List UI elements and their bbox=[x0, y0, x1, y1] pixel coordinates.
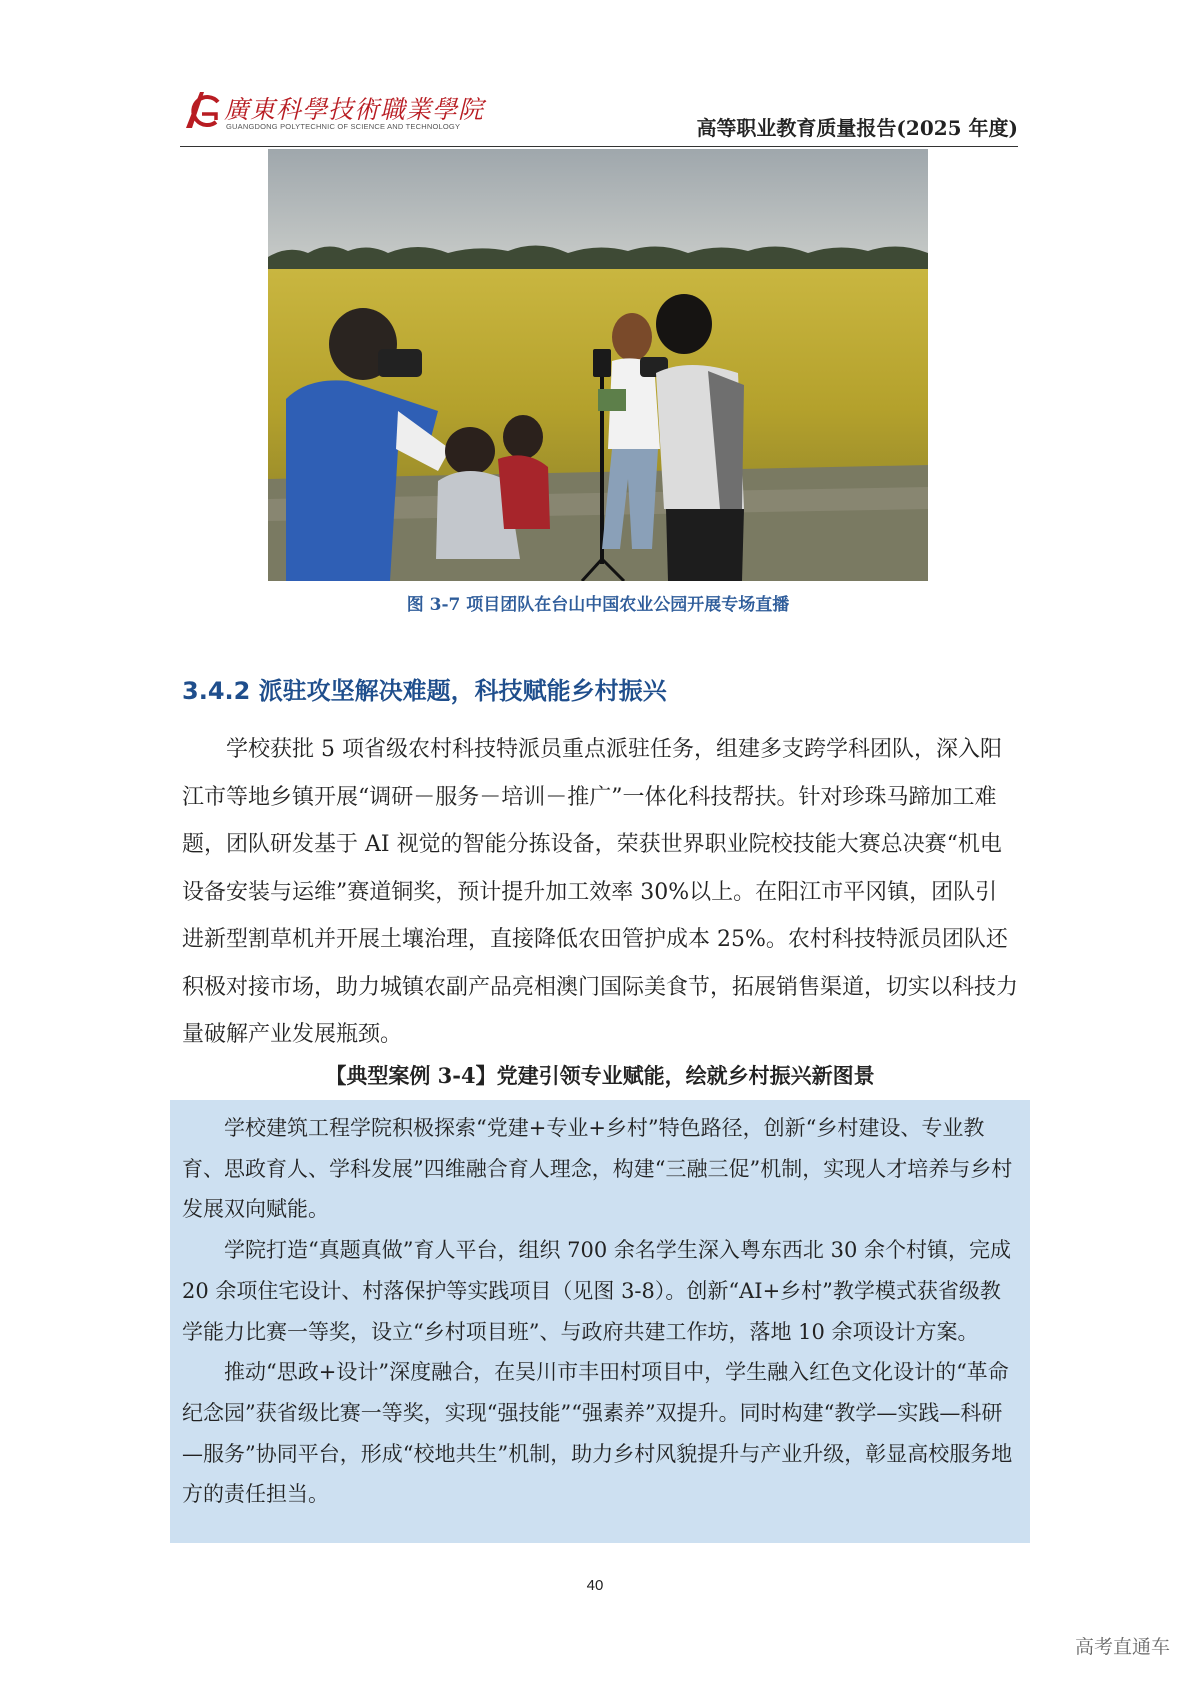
case-study-text bbox=[182, 1108, 1018, 1515]
photo-illustration bbox=[268, 149, 928, 581]
watermark-text: 高考直通车 bbox=[1074, 1636, 1170, 1658]
case-paragraph: 推动“思政+设计”深度融合，在吴川市丰田村项目中，学生融入红色文化设计的“革命纪念园”获省级比赛一等奖，实现“强技能”“强素养”双提升。同时构建“教学—实践—科研—服务”协同平台，形成“校地共生”机制，助力乡村风貌提升与产业升级，彰显高校服务地方的责任担当。 bbox=[182, 1360, 1013, 1507]
school-emblem-icon bbox=[180, 88, 222, 134]
report-title: 高等职业教育质量报告(2025 年度) bbox=[696, 116, 1018, 140]
field-livestream-photo bbox=[268, 149, 928, 581]
section-paragraph: 学校获批 5 项省级农村科技特派员重点派驻任务，组建多支跨学科团队，深入阳江市等地乡镇开展“调研－服务－培训－推广”一体化科技帮扶。针对珍珠马蹄加工难题，团队研发基于 AI 视觉的智能分拣设备，荣获世界职业院校技能大赛总决赛“机电设备安装与运维”赛道铜奖，预计提升加工效率 30%以上。在阳江市平冈镇，团队引进新型割草机并开展土壤治理，直接降低农田管护成本 25%。农村科技特派员团队还积极对接市场，助力城镇农副产品亮相澳门国际美食节，拓展销售渠道，切实以科技力量破解产业发展瓶颈。 bbox=[182, 737, 1019, 1047]
figure-caption: 图 3-7 项目团队在台山中国农业公园开展专场直播 bbox=[406, 595, 790, 615]
case-study-title: 【典型案例 3-4】党建引领专业赋能，绘就乡村振兴新图景 bbox=[325, 1063, 875, 1088]
school-name-english: GUANGDONG POLYTECHNIC OF SCIENCE AND TECHNOLOGY bbox=[226, 122, 461, 131]
section-heading: 3.4.2 派驻攻坚解决难题，科技赋能乡村振兴 bbox=[182, 677, 667, 705]
case-paragraph: 学校建筑工程学院积极探索“党建+专业+乡村”特色路径，创新“乡村建设、专业教育、思政育人、学科发展”四维融合育人理念，构建“三融三促”机制，实现人才培养与乡村发展双向赋能。 bbox=[182, 1116, 1013, 1222]
page-header bbox=[180, 84, 1018, 147]
school-name-logo-text: 廣東科學技術職業學院 bbox=[224, 95, 485, 124]
page-number: 40 bbox=[586, 1577, 604, 1594]
case-paragraph: 学院打造“真题真做”育人平台，组织 700 余名学生深入粤东西北 30 余个村镇，完成 20 余项住宅设计、村落保护等实践项目（见图 3-8）。创新“AI+乡村”教学模式获省级教学能力比赛一等奖，设立“乡村项目班”、与政府共建工作坊，落地 10 余项设计方案。 bbox=[182, 1238, 1011, 1344]
case-study-box bbox=[170, 1100, 1030, 1543]
section-body bbox=[182, 726, 1018, 1059]
school-logo bbox=[180, 88, 485, 140]
